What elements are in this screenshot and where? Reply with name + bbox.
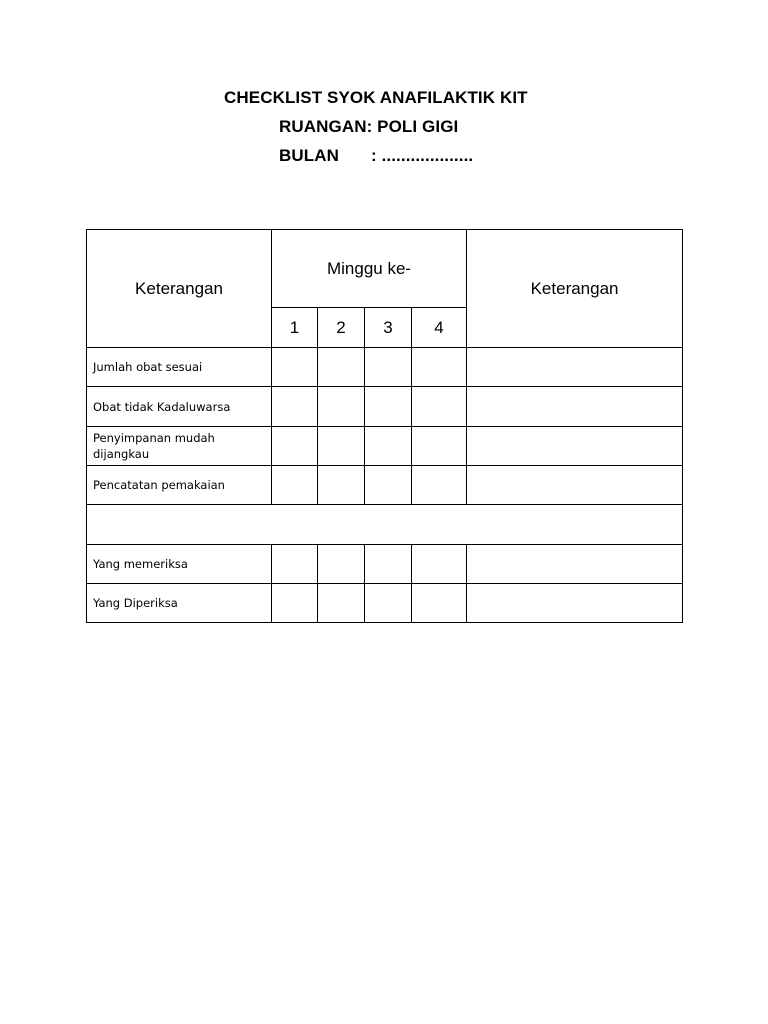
row-label: Penyimpanan mudah dijangkau <box>87 427 272 466</box>
check-cell-week-4[interactable] <box>412 466 467 505</box>
month-value: : ................... <box>371 146 474 165</box>
room-label: RUANGAN: POLI GIGI <box>279 117 459 136</box>
check-cell-week-1[interactable] <box>272 387 318 427</box>
table-row <box>87 584 683 623</box>
signature-cell-week-1[interactable] <box>272 545 318 584</box>
table-row <box>87 545 683 584</box>
check-cell-week-4[interactable] <box>412 427 467 466</box>
month-label: BULAN <box>279 146 339 165</box>
header-minggu: Minggu ke- <box>272 230 467 308</box>
header-keterangan-right: Keterangan <box>467 230 683 348</box>
signature-cell-week-1[interactable] <box>272 584 318 623</box>
check-cell-week-1[interactable] <box>272 348 318 387</box>
check-cell-week-4[interactable] <box>412 348 467 387</box>
keterangan-cell[interactable] <box>467 584 683 623</box>
row-label: Jumlah obat sesuai <box>87 348 272 387</box>
header-week-2: 2 <box>318 308 365 348</box>
signature-cell-week-4[interactable] <box>412 545 467 584</box>
keterangan-cell[interactable] <box>467 427 683 466</box>
signature-cell-week-2[interactable] <box>318 584 365 623</box>
table-row-blank <box>87 505 683 545</box>
header-keterangan-left: Keterangan <box>87 230 272 348</box>
header-week-1: 1 <box>272 308 318 348</box>
keterangan-cell[interactable] <box>467 545 683 584</box>
check-cell-week-4[interactable] <box>412 387 467 427</box>
table-row <box>87 427 683 466</box>
keterangan-cell[interactable] <box>467 387 683 427</box>
table-row <box>87 348 683 387</box>
check-cell-week-2[interactable] <box>318 427 365 466</box>
check-cell-week-3[interactable] <box>365 387 412 427</box>
signature-cell-week-3[interactable] <box>365 584 412 623</box>
check-cell-week-3[interactable] <box>365 466 412 505</box>
check-cell-week-2[interactable] <box>318 387 365 427</box>
row-label: Yang memeriksa <box>87 545 272 584</box>
header-week-3: 3 <box>365 308 412 348</box>
check-cell-week-2[interactable] <box>318 348 365 387</box>
month-line <box>279 146 474 166</box>
form-title: CHECKLIST SYOK ANAFILAKTIK KIT <box>224 88 528 107</box>
keterangan-cell[interactable] <box>467 348 683 387</box>
signature-cell-week-3[interactable] <box>365 545 412 584</box>
table-row <box>87 387 683 427</box>
check-cell-week-1[interactable] <box>272 427 318 466</box>
row-label: Pencatatan pemakaian <box>87 466 272 505</box>
table-row <box>87 466 683 505</box>
row-label: Yang Diperiksa <box>87 584 272 623</box>
header-week-4: 4 <box>412 308 467 348</box>
keterangan-cell[interactable] <box>467 466 683 505</box>
signature-cell-week-4[interactable] <box>412 584 467 623</box>
check-cell-week-2[interactable] <box>318 466 365 505</box>
check-cell-week-3[interactable] <box>365 427 412 466</box>
check-cell-week-3[interactable] <box>365 348 412 387</box>
blank-separator-cell <box>87 505 683 545</box>
check-cell-week-1[interactable] <box>272 466 318 505</box>
checklist-table <box>86 229 683 623</box>
row-label: Obat tidak Kadaluwarsa <box>87 387 272 427</box>
signature-cell-week-2[interactable] <box>318 545 365 584</box>
